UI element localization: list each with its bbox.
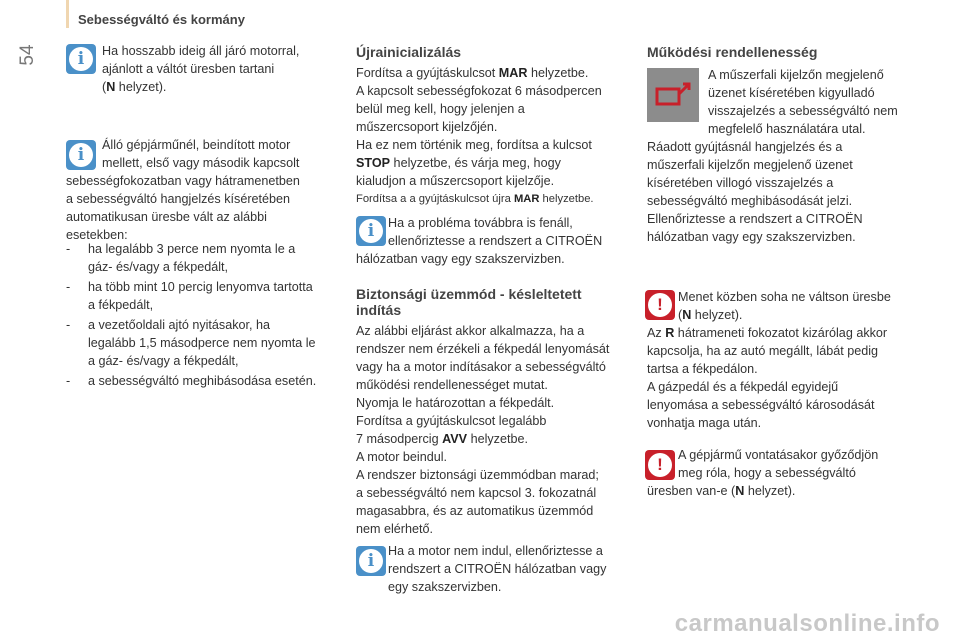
warning-towing-tail: üresben van-e (N helyzet). <box>647 484 796 498</box>
warning-neutral-head: Menet közben soha ne váltson üresbe (N helyzet). <box>678 290 891 322</box>
fault-paragraph: Ráadott gyújtásnál hangjelzés és a műszerfali kijelzőn megjelenő üzenet kíséretében villogó visszajelzés a sebességváltó meghibásodását jelzi. Ellenőriztesse a rendszert a CITROËN hálózatban vagy egy szakszervizben. <box>647 140 863 244</box>
list-item: - a vezetőoldali ajtó nyitásakor, ha legalább 1,5 másodperce nem nyomta le a gáz- és/vagy a fékpedált, <box>66 318 316 368</box>
page-number: 54 <box>17 44 38 66</box>
safe-mode-paragraph: Az alábbi eljárást akkor alkalmazza, ha a rendszer nem érzékeli a fékpedál lenyomását vagy ha a motor indításakor a sebességváltó működési rendellenességet mutat. Nyomja le határozottan a fékpedált. Fordítsa a gyújtáskulcsot legalább 7 másodpercig AVV helyzetbe. A motor beindul. A rendszer biztonsági üzemmódban marad; a sebességváltó nem kapcsol 3. fokozatnál magasabbra, és az automatikus üzemmód nem elérhető. <box>356 324 610 536</box>
info-note-no-start: Ha a motor nem indul, ellenőriztesse a rendszert a CITROËN hálózatban vagy egy szakszervizben. <box>388 544 607 594</box>
warning-towing-head: A gépjármű vontatásakor győződjön meg róla, hogy a sebességváltó <box>678 448 879 480</box>
reinit-paragraph: Fordítsa a gyújtáskulcsot MAR helyzetbe. A kapcsolt sebességfokozat 6 másodpercen belül meg kell, hogy jelenjen a műszercsoport kijelzőjén. Ha ez nem történik meg, fordítsa a kulcsot STOP helyzetbe, és várja meg, hogy kialudjon a műszercsoport kijelzője. Fordítsa a a gyújtáskulcsot újra MAR helyzetbe. <box>356 66 602 205</box>
warning-neutral-body: Az R hátrameneti fokozatot kizárólag akkor kapcsolja, ha az autó megállt, lábát pedig tartsa a fékpedálon. A gázpedál és a fékpedál egyidejű lenyomása a sebességváltó károsodását vonhatja maga után. <box>647 326 888 430</box>
info-icon: i <box>356 546 386 576</box>
heading-safe-mode: Biztonsági üzemmód - késleltetett indítás <box>356 286 582 318</box>
info-note-auto-neutral-body: sebességfokozatban vagy hátramenetben a sebességváltó hangjelzés kíséretében automatikusan üresbe vált az alábbi esetekben: <box>66 174 300 242</box>
heading-fault: Működési rendellenesség <box>647 44 818 60</box>
info-note-problem-tail: hálózatban vagy egy szakszervizben. <box>356 252 565 266</box>
fault-lamp-text: A műszerfali kijelzőn megjelenő üzenet kíséretében kigyulladó visszajelzés a sebességváltó nem megfelelő használatára utal. <box>708 68 898 136</box>
info-note-auto-neutral-head: Álló gépjárműnél, beindított motor mellett, első vagy második kapcsolt <box>102 138 300 170</box>
info-icon: i <box>66 140 96 170</box>
watermark: carmanualsonline.info <box>674 610 940 637</box>
list-item: - a sebességváltó meghibásodása esetén. <box>66 374 317 388</box>
warning-icon: ! <box>645 290 675 320</box>
list-item: - ha több mint 10 percig lenyomva tartotta a fékpedált, <box>66 280 313 312</box>
header-accent-bar <box>66 0 69 28</box>
warning-icon: ! <box>645 450 675 480</box>
gearbox-fault-symbol-icon <box>653 80 693 110</box>
section-title: Sebességváltó és kormány <box>78 12 245 27</box>
info-icon: i <box>66 44 96 74</box>
info-note-idle: Ha hosszabb ideig áll járó motorral, ajánlott a váltót üresben tartani (N helyzet). <box>102 44 300 94</box>
list-item: - ha legalább 3 perce nem nyomta le a gáz- és/vagy a fékpedált, <box>66 242 296 274</box>
gearbox-warning-lamp-icon <box>647 68 699 122</box>
heading-reinit: Újrainicializálás <box>356 44 462 60</box>
info-icon: i <box>356 216 386 246</box>
info-note-problem-head: Ha a probléma továbbra is fenáll, ellenőriztesse a rendszert a CITROËN <box>388 216 603 248</box>
